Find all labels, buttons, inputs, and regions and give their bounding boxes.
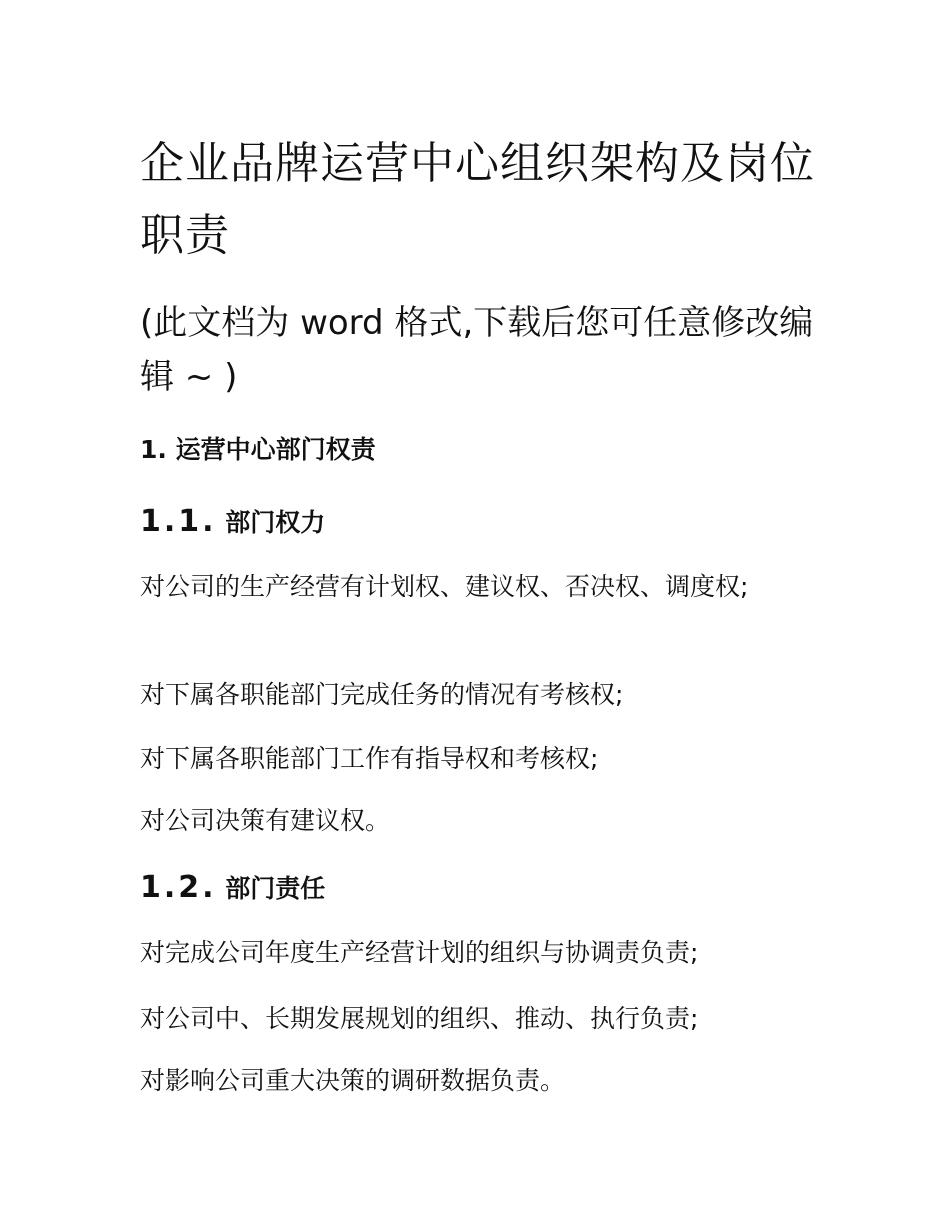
section-heading-1: 1. 运营中心部门权责 <box>140 435 376 464</box>
paragraph: 对下属各职能部门完成任务的情况有考核权; <box>140 680 624 709</box>
subsection-number: 1.1. <box>140 504 217 539</box>
subsection-label: 部门责任 <box>225 874 326 903</box>
subsection-number: 1.2. <box>140 870 217 905</box>
paragraph: 对完成公司年度生产经营计划的组织与协调责负责; <box>140 938 699 967</box>
subsection-heading-1-1 <box>140 504 325 541</box>
document-title: 企业品牌运营中心组织架构及岗位职责 <box>140 138 815 261</box>
paragraph: 对公司中、长期发展规划的组织、推动、执行负责; <box>140 1004 699 1033</box>
paragraph: 对公司决策有建议权。 <box>140 806 391 835</box>
subsection-label: 部门权力 <box>225 508 326 537</box>
paragraph: 对下属各职能部门工作有指导权和考核权; <box>140 744 599 773</box>
paragraph: 对影响公司重大决策的调研数据负责。 <box>140 1066 566 1095</box>
paragraph: 对公司的生产经营有计划权、建议权、否决权、调度权; <box>140 572 749 601</box>
subsection-heading-1-2 <box>140 870 325 907</box>
document-subtitle: (此文档为 word 格式,下载后您可任意修改编辑 ~ ) <box>140 303 814 397</box>
